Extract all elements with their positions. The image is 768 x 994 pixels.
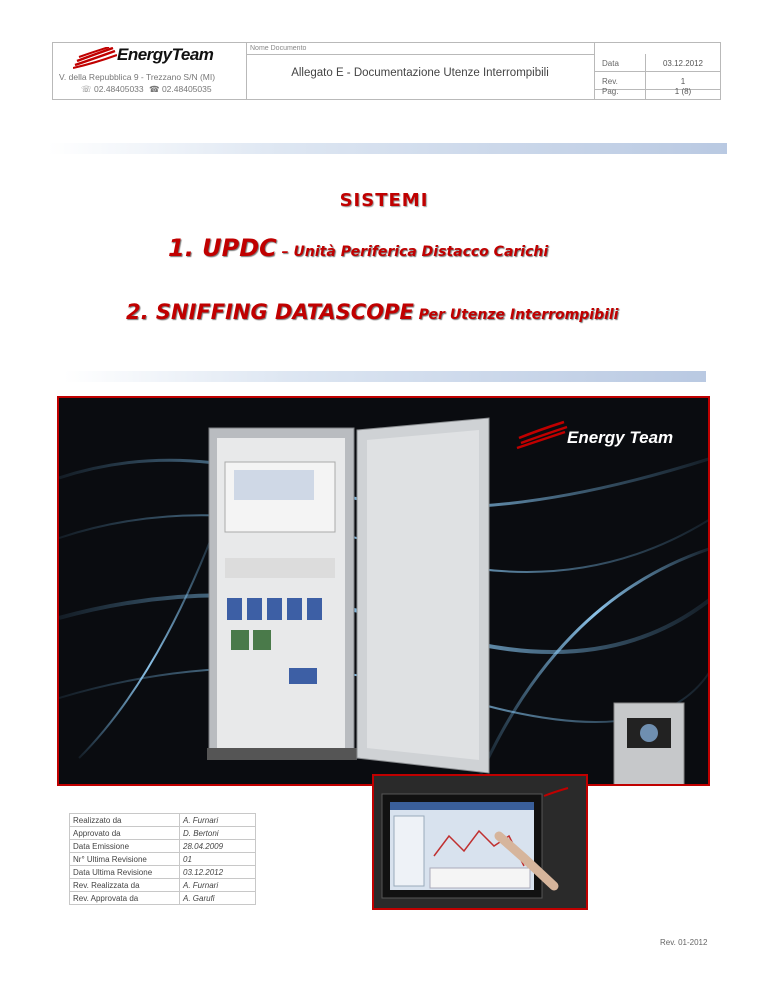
info-value: D. Bertoni xyxy=(180,827,256,840)
info-value: A. Furnari xyxy=(180,879,256,892)
section-title: SISTEMI xyxy=(339,190,429,211)
system-item-1 xyxy=(168,234,548,262)
document-title: Allegato E - Documentazione Utenze Interrompibili xyxy=(291,67,549,79)
meta-label-page: Pag. xyxy=(594,85,646,99)
item2-title: 2. SNIFFING DATASCOPE xyxy=(126,300,414,324)
info-label: Rev. Approvata da xyxy=(70,892,180,905)
photo-illustration xyxy=(59,398,710,786)
meta-value-rev: 1 xyxy=(680,77,686,86)
item1-title: 1. UPDC xyxy=(168,234,277,262)
info-label: Realizzato da xyxy=(70,814,180,827)
touchscreen-photo xyxy=(372,774,588,910)
meta-value-page: 1 (8) xyxy=(674,87,692,96)
info-value: A. Furnari xyxy=(180,814,256,827)
footer-revision: Rev. 01-2012 xyxy=(660,938,708,947)
table-row xyxy=(70,853,256,866)
info-label: Nr° Ultima Revisione xyxy=(70,853,180,866)
photo-brand-label: Energy Team xyxy=(567,428,674,447)
energyteam-logo-icon xyxy=(73,47,117,69)
cabinet-photo xyxy=(57,396,710,786)
fax-number: ☎ 02.48405035 xyxy=(149,84,212,94)
meta-label-rev: Rev. xyxy=(594,72,646,90)
company-logo-block xyxy=(53,43,247,99)
info-label: Data Emissione xyxy=(70,840,180,853)
table-row xyxy=(70,879,256,892)
doc-label: Nome Documento xyxy=(250,45,307,52)
info-label: Data Ultima Revisione xyxy=(70,866,180,879)
info-value: 03.12.2012 xyxy=(180,866,256,879)
item1-subtitle: – Unità Periferica Distacco Carichi xyxy=(276,244,549,260)
company-name: EnergyTeam xyxy=(117,45,214,64)
info-value: 28.04.2009 xyxy=(180,840,256,853)
table-row xyxy=(70,827,256,840)
revision-info-table xyxy=(69,813,256,905)
document-header xyxy=(52,42,721,100)
info-value: 01 xyxy=(180,853,256,866)
touchscreen-illustration xyxy=(374,776,588,910)
decorative-band xyxy=(64,371,706,382)
info-label: Rev. Realizzata da xyxy=(70,879,180,892)
item2-subtitle: Per Utenze Interrompibili xyxy=(413,307,619,323)
system-item-2 xyxy=(126,300,619,324)
table-row xyxy=(70,840,256,853)
info-label: Approvato da xyxy=(70,827,180,840)
phone-number: ☏ 02.48405033 xyxy=(81,84,144,94)
table-row xyxy=(70,892,256,905)
divider xyxy=(246,54,594,55)
table-row xyxy=(70,866,256,879)
company-address: V. della Repubblica 9 - Trezzano S/N (MI) xyxy=(59,72,216,82)
info-value: A. Garufi xyxy=(180,892,256,905)
document-title-block xyxy=(246,43,595,99)
table-row xyxy=(70,814,256,827)
decorative-band xyxy=(48,143,727,154)
meta-label-date: Data xyxy=(594,54,646,72)
meta-value-date: 03.12.2012 xyxy=(662,59,704,68)
